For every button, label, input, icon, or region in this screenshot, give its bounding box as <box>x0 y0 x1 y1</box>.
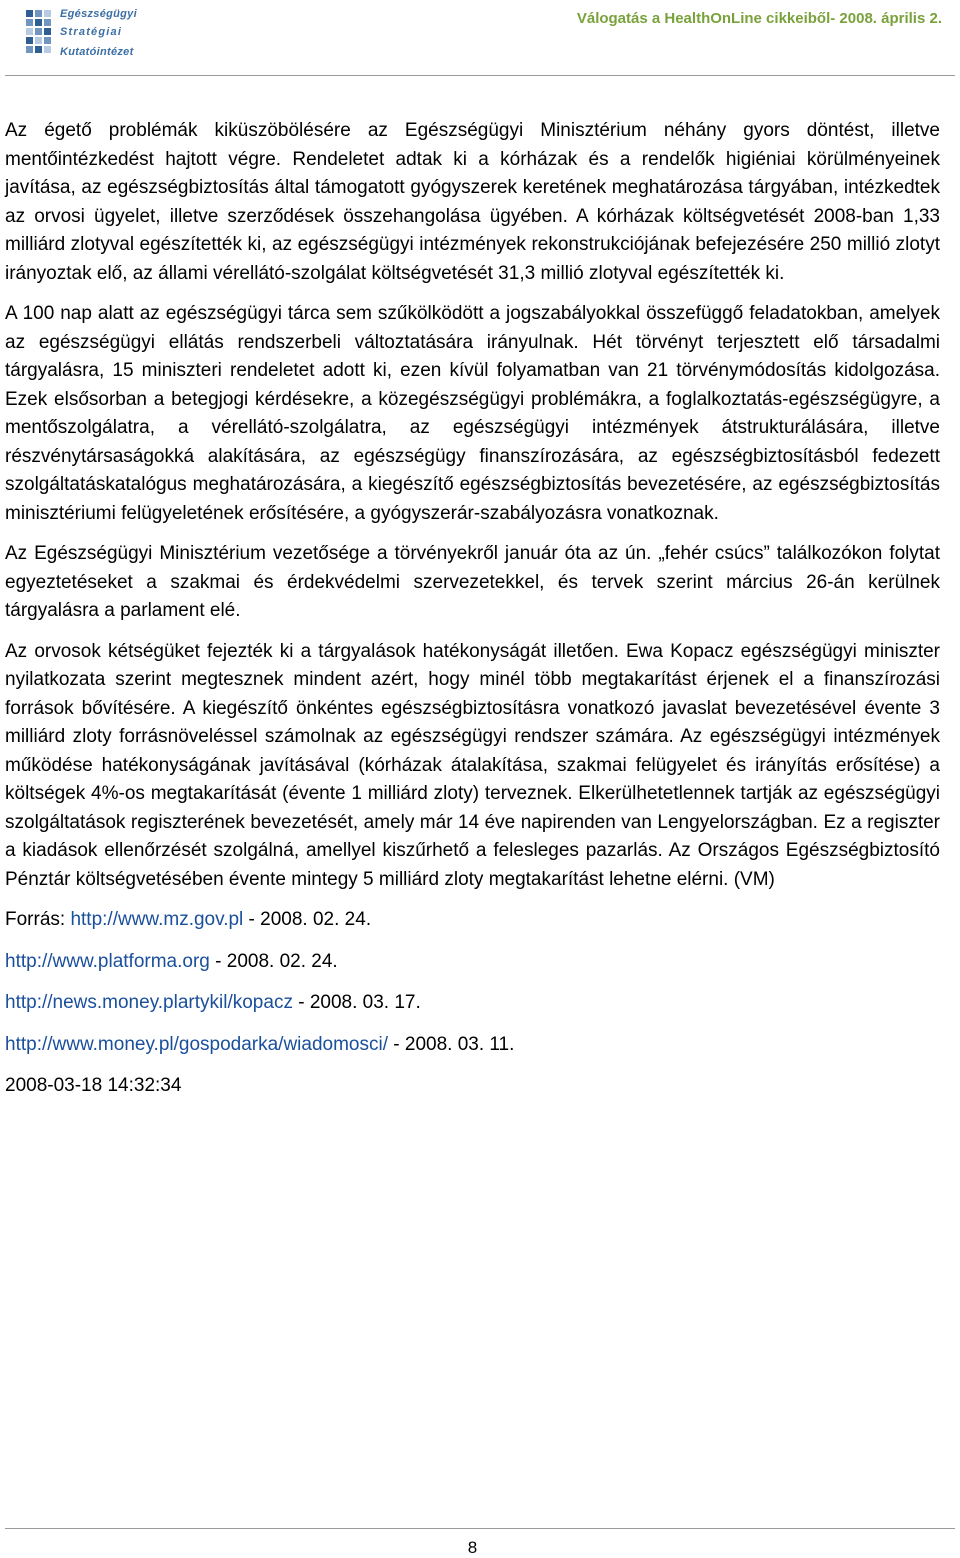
paragraph: Az Egészségügyi Minisztérium vezetősége a törvényekről január óta az ún. „fehér csúcs” találkozókon folytat egyeztetéseket a szakmai és érdekvédelmi szervezetekkel, és tervek szerint március 26-án kerülnek tárgyalásra a parlament elé. <box>5 543 940 621</box>
source-date: - 2008. 03. 17. <box>292 992 421 1013</box>
article-body <box>5 117 940 1114</box>
logo-line-1: Egészségügyi <box>60 8 137 20</box>
source-link[interactable]: http://www.platforma.org <box>5 950 210 972</box>
timestamp: 2008-03-18 14:32:34 <box>5 1075 182 1096</box>
source-link[interactable]: http://www.money.pl/gospodarka/wiadomosci/ <box>5 1033 388 1055</box>
header-title: Válogatás a HealthOnLine cikkeiből- 2008. április 2. <box>576 10 942 27</box>
logo-line-3: Kutatóintézet <box>60 46 134 58</box>
header-divider <box>5 75 955 76</box>
source-line <box>5 948 940 977</box>
source-link[interactable]: http://www.mz.gov.pl <box>70 909 244 930</box>
page-number: 8 <box>467 1538 478 1557</box>
source-label: Forrás: <box>5 909 71 930</box>
source-link[interactable]: http://news.money.plartykil/kopacz <box>5 992 293 1013</box>
paragraph: Az orvosok kétségüket fejezték ki a tárgyalások hatékonyságát illetően. Ewa Kopacz egészségügyi miniszter nyilatkozata szerint megtesznek mindent azért, hogy minél több megtakarítást érjenek el a finanszírozási források bővítésére. A kiegészítő önkéntes egészségbiztosításra vonatkozó javaslat bevezetésével évente 3 milliárd zloty forrásnöveléssel számolnak az egészségügyi rendszer számára. Az egészségügyi intézmények működése hatékonyságának javításával (kórházak átalakítása, szakmai felügyelet és irányítás erősítése) a költségek 4%-os megtakarítását (évente 1 milliárd zloty) terveznek. Elkerülhetetlennek tartják az egészségügyi szolgáltatások regiszterének bevezetését, amely már 14 éve napirenden van Lengyelországban. Ez a regiszter a kiadások ellenőrzését szolgálná, amellyel kiszűrhető a felesleges pazarlás. Az Országos Egészségbiztosító Pénztár költségvetésében évente mintegy 5 milliárd zloty megtakarítást lehetne elérni. (VM) <box>5 640 940 890</box>
source-line <box>5 1031 940 1060</box>
source-date: - 2008. 02. 24. <box>243 909 372 930</box>
paragraph: Az égető problémák kiküszöbölésére az Egészségügyi Minisztérium néhány gyors döntést, illetve mentőintézkedést hajtott végre. Rendeletet adtak ki a kórházak és a rendelők higiéniai körülményeinek javítása, az egészségbiztosítás által támogatott gyógyszerek keretének meghatározása tárgyában, intézkedtek az orvosi ügyelet, illetve szerződések összehangolása ügyében. A kórházak költségvetését 2008-ban 1,33 milliárd zlotyval egészítették ki, az egészségügyi intézmények rekonstrukciójának befejezésére 250 millió zlotyt irányoztak elő, az állami vérellátó-szolgálat költségvetését 31,3 millió zlotyval egészítették ki. <box>5 120 940 284</box>
paragraph: A 100 nap alatt az egészségügyi tárca sem szűkölködött a jogszabályokkal összefüggő feladatokban, amelyek az egészségügyi ellátás rendszerbeli változtatására irányulnak. Hét törvényt terjesztett elő társadalmi tárgyalásra, 15 miniszteri rendeletet adott ki, ezen kívül folyamatban van 21 törvénymódosítás kidolgozása. Ezek elsősorban a betegjogi kérdésekre, a közegészségügyi problémákra, a foglalkoztatás-egészségügyre, a mentőszolgálatra, a vérellátó-szolgálatra, az egészségügyi intézmények átstrukturálására, illetve részvénytársaságokká alakítására, az egészségügy finanszírozására, az egészségbiztosításból fedezett szolgáltatáskatalógus meghatározására, a kiegészítő egészségbiztosítás bevezetésére, az egészségbiztosítás minisztériumi felügyeletének erősítésére, a gyógyszerár-szabályozásra vonatkoznak. <box>5 303 940 524</box>
source-line <box>5 989 940 1018</box>
source-line <box>5 906 940 935</box>
institute-logo <box>24 6 136 64</box>
footer-divider <box>5 1528 955 1529</box>
logo-line-2: Stratégiai <box>60 26 123 38</box>
source-date: - 2008. 03. 11. <box>388 1033 515 1055</box>
source-date: - 2008. 02. 24. <box>209 950 338 972</box>
page-header <box>0 0 960 76</box>
